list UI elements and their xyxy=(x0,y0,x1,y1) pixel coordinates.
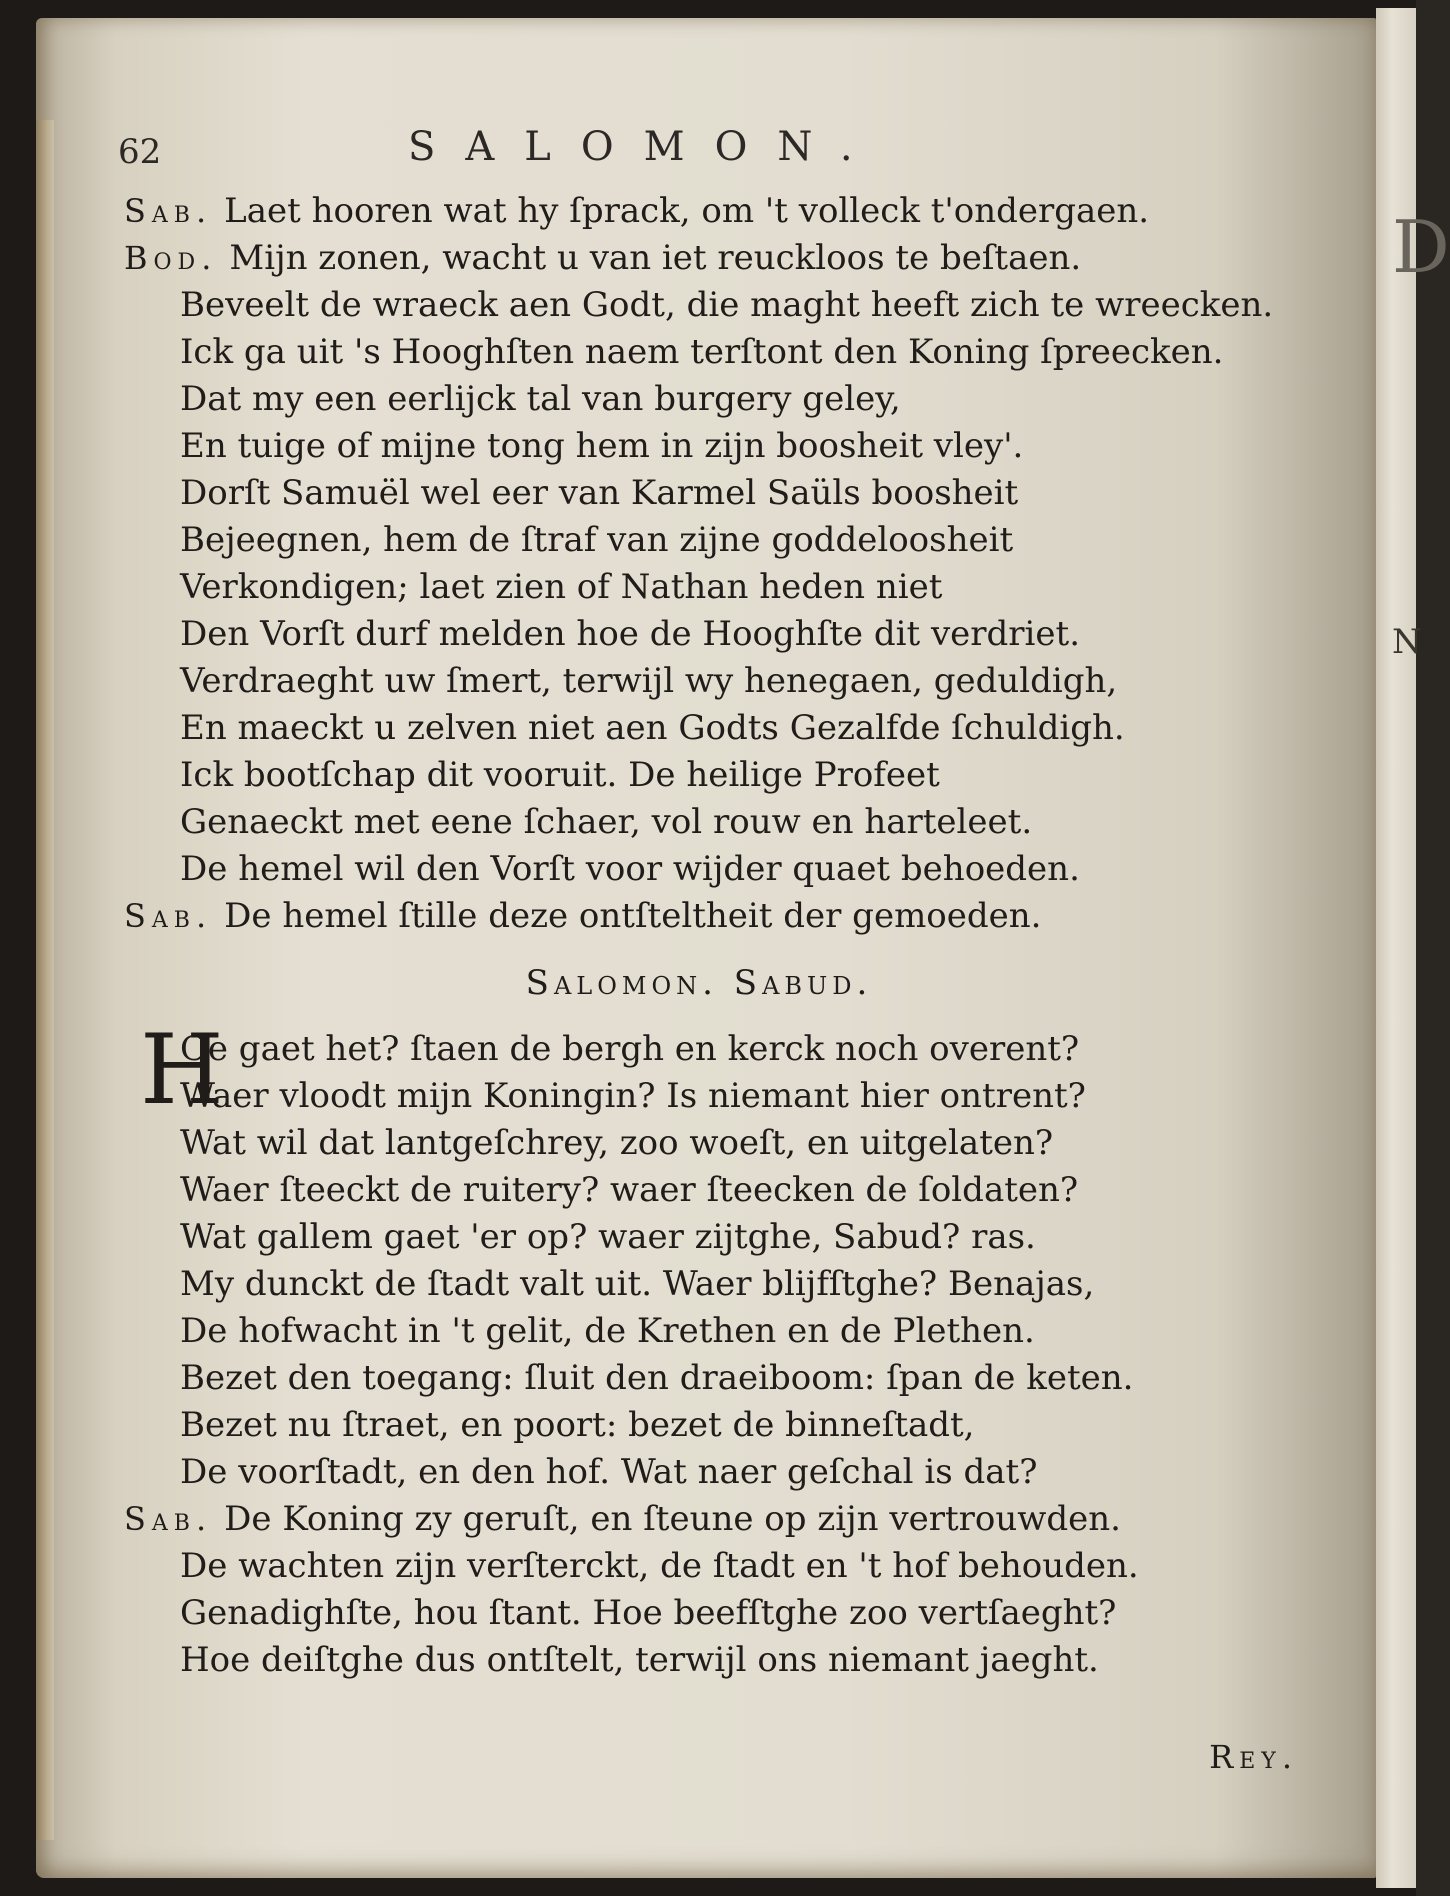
verse-line-text: Dat my een eerlijck tal van burgery geley, xyxy=(180,379,901,419)
verse-line-text: Dorſt Samuël wel eer van Karmel Saüls boosheit xyxy=(180,473,1019,513)
verse-line xyxy=(124,329,1274,376)
verse-line-text: Verkondigen; laet zien of Nathan heden niet xyxy=(180,567,943,607)
verse-line-text: Wat wil dat lantgeſchrey, zoo woeſt, en uitgelaten? xyxy=(180,1123,1054,1163)
verse-line-text: Waer ſteeckt de ruitery? waer ſteecken de ſoldaten? xyxy=(180,1170,1079,1210)
speaker-label: Sab. xyxy=(124,1500,213,1538)
verse-line xyxy=(124,1449,1274,1496)
verse-line xyxy=(124,611,1274,658)
verse-block-top xyxy=(124,188,1274,940)
verse-text xyxy=(124,188,1274,1684)
drop-cap: H xyxy=(140,1014,224,1126)
verse-line-text: Hoe deiſtghe dus ontſtelt, terwijl ons niemant jaeght. xyxy=(180,1640,1099,1680)
speaker-label: Bod. xyxy=(124,239,218,277)
speaker-label: Sab. xyxy=(124,192,213,230)
verse-line-text: Bezet den toegang: ſluit den draeiboom: ſpan de keten. xyxy=(180,1358,1134,1398)
catchword: Rey. xyxy=(1209,1738,1298,1776)
verse-line-text: De hemel wil den Vorſt voor wijder quaet behoeden. xyxy=(180,849,1080,889)
verse-line xyxy=(124,282,1274,329)
verse-line xyxy=(124,1167,1274,1214)
speaker-label: Sab. xyxy=(124,897,213,935)
verse-line xyxy=(124,1637,1274,1684)
verse-line xyxy=(124,1120,1274,1167)
next-page-glyph: D xyxy=(1392,205,1450,289)
verse-line-text: Ick bootſchap dit vooruit. De heilige Profeet xyxy=(180,755,940,795)
verse-line-text: Bejeegnen, hem de ſtraf van zijne goddeloosheit xyxy=(180,520,1014,560)
verse-line xyxy=(124,423,1274,470)
verse-line-text: De hofwacht in 't gelit, de Krethen en de Plethen. xyxy=(180,1311,1035,1351)
verse-line xyxy=(124,1073,1274,1120)
next-page-edge xyxy=(1376,8,1416,1888)
verse-line xyxy=(124,470,1274,517)
verse-line xyxy=(124,658,1274,705)
verse-line-text: Oe gaet het? ſtaen de bergh en kerck noch overent? xyxy=(180,1029,1080,1069)
verse-line xyxy=(124,752,1274,799)
verse-line xyxy=(124,1355,1274,1402)
verse-line xyxy=(124,517,1274,564)
scene-heading: Salomon. Sabud. xyxy=(525,963,873,1003)
running-head xyxy=(118,118,1268,178)
page-number: 62 xyxy=(118,132,162,172)
verse-line-text: Ick ga uit 's Hooghſten naem terſtont den Koning ſpreecken. xyxy=(180,332,1224,372)
verse-line xyxy=(124,893,1274,940)
verse-line xyxy=(124,1308,1274,1355)
verse-line-text: Genadighſte, hou ſtant. Hoe beefſtghe zoo vertſaeght? xyxy=(180,1593,1117,1633)
verse-line xyxy=(124,1214,1274,1261)
verse-line xyxy=(124,846,1274,893)
verse-line-text: Den Vorſt durf melden hoe de Hooghſte dit verdriet. xyxy=(180,614,1081,654)
verse-line-text: Wat gallem gaet 'er op? waer zijtghe, Sabud? ras. xyxy=(180,1217,1036,1257)
verse-line xyxy=(124,1590,1274,1637)
verse-line-text: En maeckt u zelven niet aen Godts Gezalfde ſchuldigh. xyxy=(180,708,1125,748)
verse-line-text: Bezet nu ſtraet, en poort: bezet de binneſtadt, xyxy=(180,1405,975,1445)
verse-line xyxy=(124,188,1274,235)
verse-line xyxy=(124,1543,1274,1590)
next-page-glyph: N xyxy=(1392,622,1422,662)
verse-line xyxy=(124,705,1274,752)
verse-block-bottom xyxy=(124,1014,1274,1684)
verse-line xyxy=(124,799,1274,846)
verse-line-text: Genaeckt met eene ſchaer, vol rouw en harteleet. xyxy=(180,802,1033,842)
verse-line-text: Beveelt de wraeck aen Godt, die maght heeft zich te wreecken. xyxy=(180,285,1274,325)
verse-line-text: Waer vloodt mijn Koningin? Is niemant hier ontrent? xyxy=(180,1076,1086,1116)
verse-line-text: Verdraeght uw ſmert, terwijl wy henegaen, geduldigh, xyxy=(180,661,1118,701)
verse-line xyxy=(124,1261,1274,1308)
verse-line-text: De hemel ſtille deze ontſteltheit der gemoeden. xyxy=(224,896,1042,936)
verse-line-text: De voorſtadt, en den hof. Wat naer geſchal is dat? xyxy=(180,1452,1038,1492)
page-edge xyxy=(36,120,54,1840)
verse-line-text: Laet hooren wat hy ſprack, om 't volleck t'ondergaen. xyxy=(224,191,1150,231)
verse-line-text: En tuige of mijne tong hem in zijn boosheit vley'. xyxy=(180,426,1024,466)
verse-line-text: De wachten zijn verſterckt, de ſtadt en 't hof behouden. xyxy=(180,1546,1139,1586)
verse-line xyxy=(124,235,1274,282)
verse-line-text: De Koning zy geruſt, en ſteune op zijn vertrouwden. xyxy=(224,1499,1121,1539)
verse-line xyxy=(124,1402,1274,1449)
running-title: SALOMON. xyxy=(408,124,883,170)
verse-line-text: My dunckt de ſtadt valt uit. Waer blijfſtghe? Benajas, xyxy=(180,1264,1095,1304)
verse-line xyxy=(124,1496,1274,1543)
verse-line xyxy=(124,376,1274,423)
verse-line xyxy=(124,564,1274,611)
verse-line-text: Mijn zonen, wacht u van iet reuckloos te beſtaen. xyxy=(229,238,1082,278)
